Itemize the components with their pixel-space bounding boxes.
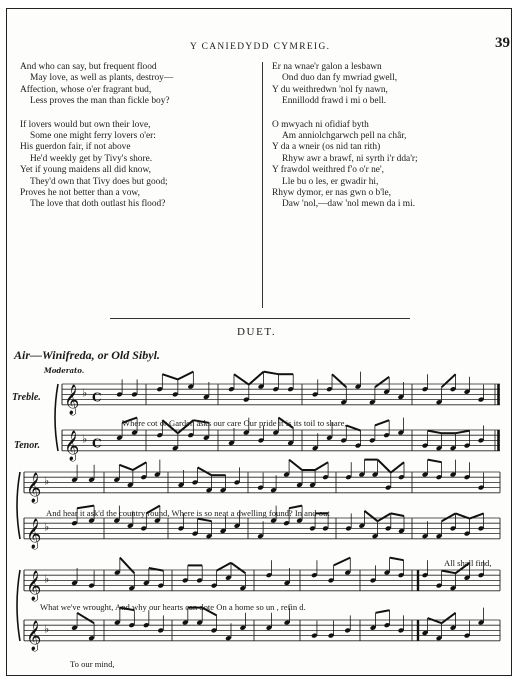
poem-line: Am anniolchgarwch pell na châr, — [282, 131, 407, 142]
note-beam — [364, 511, 377, 521]
lyric-line-2: And hear it ask'd the country round, Where is so neat a dwelling found? In and out — [46, 508, 330, 518]
poem-line: Less proves the man than fickle boy? — [30, 96, 170, 107]
note-beam — [264, 372, 279, 375]
flat-sign: ♭ — [82, 432, 88, 446]
section-title: DUET. — [237, 326, 277, 338]
note-beam — [428, 431, 442, 434]
poem-line: Ennillodd frawd i mi o bell. — [282, 96, 387, 107]
poem-line: The love that doth outlast his flood? — [30, 199, 166, 210]
note-beam — [442, 571, 456, 574]
note-beam — [442, 374, 456, 387]
note-beam — [119, 465, 133, 470]
poem-line: Proves he not better than a vow, — [20, 188, 140, 199]
poem-line: If lovers would but own their love, — [20, 119, 151, 130]
poem-line: Some one might ferry lovers o'er: — [30, 131, 156, 142]
page-number: 39 — [495, 35, 510, 51]
flat-sign: ♭ — [44, 572, 50, 586]
part-label-treble: Treble. — [12, 392, 41, 403]
note-beam — [428, 460, 442, 463]
note-beam — [378, 460, 391, 473]
note-beam — [376, 610, 390, 613]
poem-line: Er na wnae'r galon a lesbawn — [272, 62, 382, 72]
flat-sign: ♭ — [82, 386, 88, 400]
poem-line: Rhyw dymor, er nas gwn o b'le, — [272, 188, 392, 199]
flat-sign: ♭ — [44, 520, 50, 534]
tempo-marking: Moderato. — [44, 366, 85, 375]
poem-line: Lle bu o les, er gwadir hi, — [282, 176, 379, 187]
note-beam — [456, 431, 470, 434]
note-beam — [77, 613, 94, 623]
poem-line: Rhyw awr a brawf, ni syrth i'r dda'r; — [282, 153, 418, 164]
time-signature: C — [92, 390, 102, 405]
time-signature: C — [92, 436, 102, 451]
poem-line: Y da a wneir (os nid tan rith) — [272, 142, 381, 153]
note-beam — [133, 462, 147, 470]
note-beam — [334, 558, 351, 566]
note-beam — [217, 563, 231, 571]
treble-clef: 𝄞 — [26, 570, 42, 601]
flat-sign: ♭ — [44, 622, 50, 636]
note-beam — [390, 558, 404, 561]
note-beam — [231, 563, 245, 573]
poem-line: Yet if young maidens all did know, — [20, 165, 151, 176]
poem-line: Daw 'nol,—daw 'nol mewn da i mi. — [282, 199, 416, 210]
treble-clef: 𝄞 — [64, 384, 80, 415]
note-beam — [162, 374, 178, 379]
poem-line: They'd own that Tivy does but good; — [30, 176, 168, 187]
poem-line: Ond duo dan fy mwriad gwell, — [282, 73, 398, 84]
lyric-line-3: What we've wrought, And why our hearts can dote On a home so un , refin d. — [40, 602, 306, 612]
note-beam — [375, 420, 389, 425]
poem-line: Y frawdol weithred f'o o'r ne', — [272, 165, 384, 176]
treble-clef: 𝄞 — [26, 518, 42, 549]
poem-line: O mwyach ni ofidiaf byth — [272, 119, 369, 130]
note-beam — [249, 372, 264, 385]
note-beam — [442, 513, 456, 521]
system-brace — [17, 472, 20, 539]
note-beam — [391, 513, 404, 516]
note-beam — [289, 460, 302, 470]
note-beam — [378, 513, 391, 521]
note-beam — [178, 372, 194, 380]
poem-line: Affection, whose o'er fragrant bud, — [20, 84, 152, 95]
system-brace — [17, 570, 20, 641]
treble-clef: 𝄞 — [26, 472, 42, 503]
note-beam — [332, 374, 346, 387]
note-beam — [198, 519, 212, 522]
note-beam — [315, 462, 328, 470]
note-beam — [198, 467, 212, 475]
lyric-line-2b: All shall find, — [444, 558, 492, 568]
treble-clef: 𝄞 — [64, 430, 80, 461]
poem-line: And who can say, but frequent flood — [20, 62, 157, 72]
note-beam — [428, 618, 442, 623]
air-title: Air—Winifreda, or Old Sibyl. — [14, 348, 160, 362]
lyric-line-1: Where cot or Garden asks our care Our pride it is its toil to share, — [122, 418, 347, 428]
note-beam — [391, 462, 404, 472]
note-beam — [120, 558, 135, 574]
running-title: Y CANIEDYDD CYMREIG. — [190, 42, 331, 52]
flat-sign: ♭ — [44, 474, 50, 488]
treble-clef: 𝄞 — [26, 620, 42, 651]
poem-line: He'd weekly get by Tivy's shore. — [30, 153, 153, 164]
part-label-tenor: Tenor. — [14, 440, 41, 451]
note-beam — [375, 377, 389, 387]
lyric-line-3b: To our mind, — [70, 659, 115, 669]
system-brace — [55, 384, 58, 451]
note-beam — [234, 374, 249, 384]
poem-line: May love, as well as plants, destroy— — [30, 73, 174, 84]
poem-line: His guerdon fair, if not above — [20, 142, 131, 153]
note-beam — [442, 613, 456, 623]
poem-line: Y du weithredwn 'nol fy nawn, — [272, 84, 388, 95]
